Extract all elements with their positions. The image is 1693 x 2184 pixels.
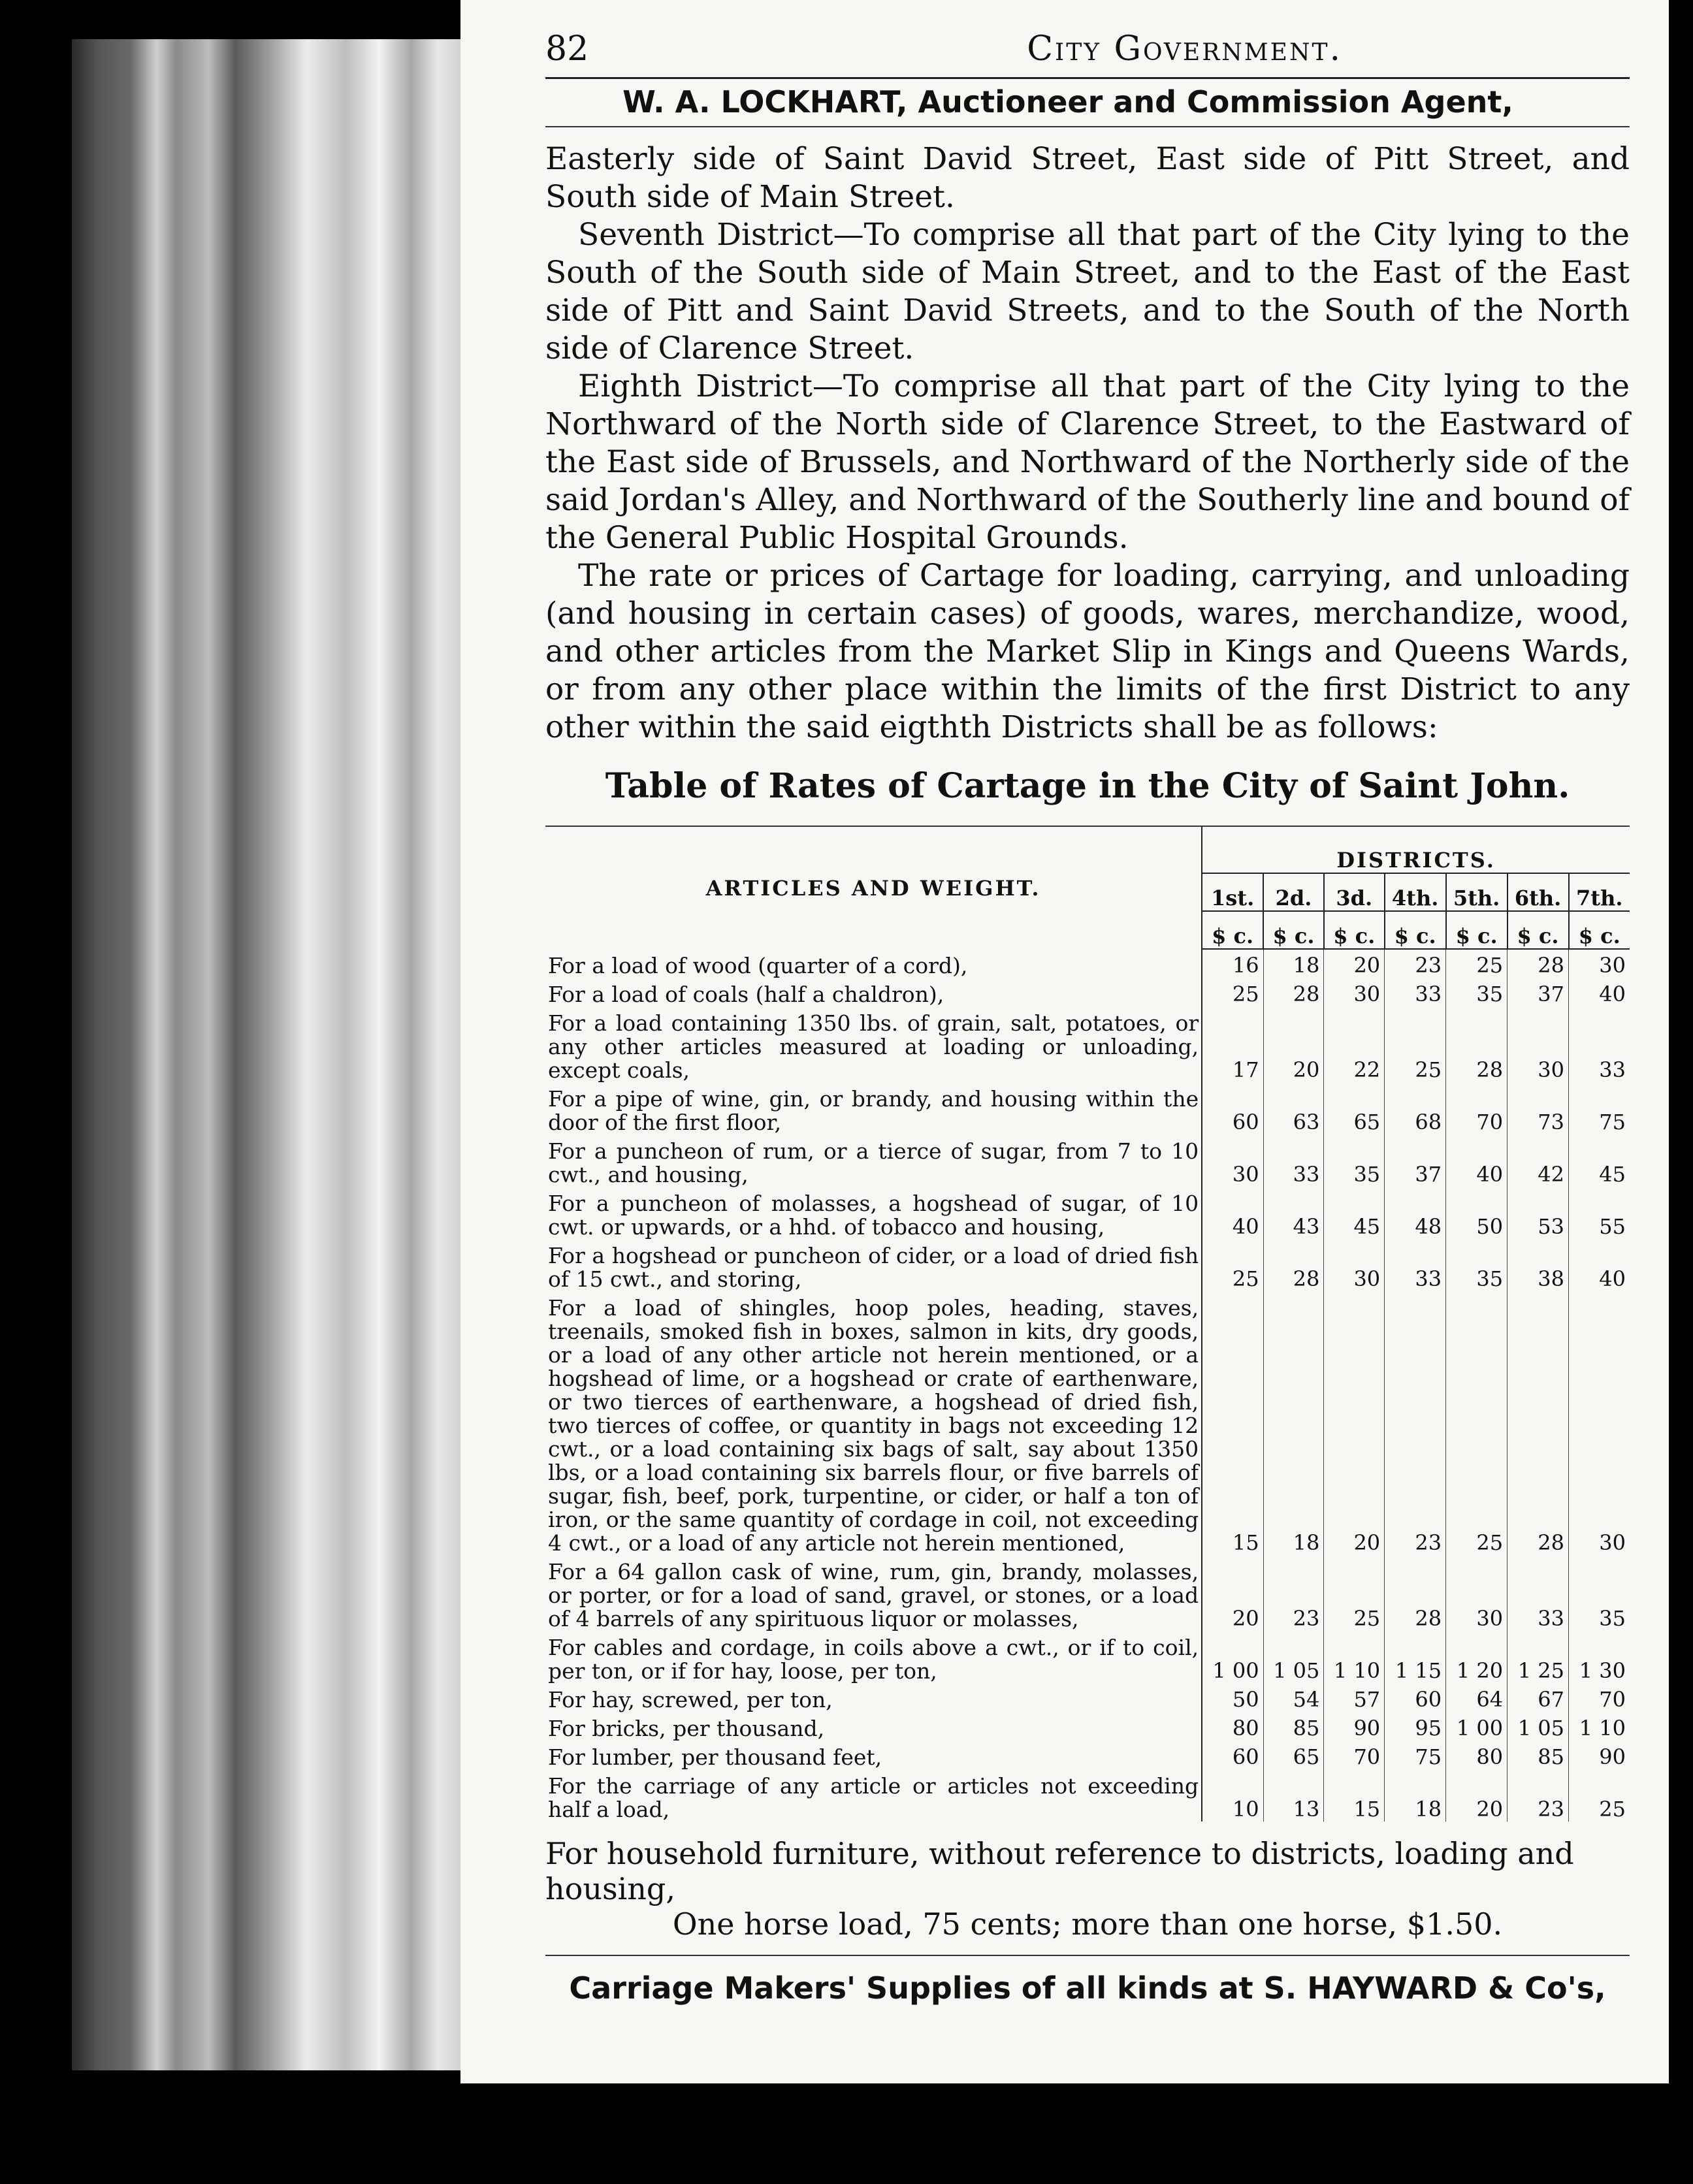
body-text (545, 140, 1630, 747)
rate-cell: 16 (1202, 949, 1263, 978)
district-header-cell: 5th. (1446, 873, 1508, 911)
article-description: For cables and cordage, in coils above a cwt., or if to coil, per ton, or if for hay, loose, per ton, (545, 1631, 1202, 1683)
paragraph: Eighth District—To comprise all that part of the City lying to the Northward of the North side of Clarence Street, to the Eastward of the East side of Brussels, and Northward of the Northerly side of the said Jordan's Alley, and Northward of the Southerly line and bound of the General Public Hospital Grounds. (545, 368, 1630, 556)
rate-cell: 64 (1446, 1683, 1508, 1712)
furniture-note (545, 1836, 1630, 1942)
rate-cell: 1 10 (1324, 1631, 1385, 1683)
rate-cell: 33 (1385, 978, 1446, 1006)
rate-cell: 54 (1263, 1683, 1324, 1712)
rate-cell: 33 (1569, 1006, 1630, 1082)
article-description: For a puncheon of rum, or a tierce of sugar, from 7 to 10 cwt., and housing, (545, 1134, 1202, 1187)
rate-cell: 45 (1569, 1134, 1630, 1187)
rate-cell: 28 (1263, 978, 1324, 1006)
table-row (545, 1291, 1630, 1555)
article-description: For hay, screwed, per ton, (545, 1683, 1202, 1712)
table-title: Table of Rates of Cartage in the City of Saint John. (605, 766, 1570, 806)
table-row (545, 1187, 1630, 1239)
rate-cell: 35 (1446, 1239, 1508, 1291)
article-description: For a puncheon of molasses, a hogshead of sugar, of 10 cwt. or upwards, or a hhd. of tobacco and housing, (545, 1187, 1202, 1239)
article-description: For a pipe of wine, gin, or brandy, and housing within the door of the first floor, (545, 1082, 1202, 1134)
table-row (545, 1006, 1630, 1082)
rate-cell: 60 (1202, 1741, 1263, 1769)
articles-header: ARTICLES AND WEIGHT. (545, 827, 1202, 949)
table-row (545, 1082, 1630, 1134)
rate-cell: 65 (1324, 1082, 1385, 1134)
rate-cell: 25 (1202, 978, 1263, 1006)
table-row (545, 1741, 1630, 1769)
rate-cell: 1 10 (1569, 1712, 1630, 1741)
rate-cell: 28 (1446, 1006, 1508, 1082)
rate-cell: 57 (1324, 1683, 1385, 1712)
rate-cell: 20 (1263, 1006, 1324, 1082)
rate-cell: 80 (1446, 1741, 1508, 1769)
rate-cell: 35 (1446, 978, 1508, 1006)
rate-cell: 63 (1263, 1082, 1324, 1134)
rate-cell: 28 (1385, 1555, 1446, 1631)
rate-cell: 60 (1202, 1082, 1263, 1134)
cartage-rates-table (545, 827, 1630, 1822)
rate-cell: 18 (1263, 949, 1324, 978)
rate-cell: 17 (1202, 1006, 1263, 1082)
rate-cell: 40 (1202, 1187, 1263, 1239)
rate-cell: 23 (1385, 949, 1446, 978)
rate-cell: 90 (1324, 1712, 1385, 1741)
page-header (545, 26, 1630, 72)
rate-cell: 33 (1263, 1134, 1324, 1187)
rate-cell: 1 00 (1202, 1631, 1263, 1683)
rate-cell: 37 (1508, 978, 1569, 1006)
district-header-cell: 2d. (1263, 873, 1324, 911)
rate-cell: 1 30 (1569, 1631, 1630, 1683)
rate-cell: 25 (1324, 1555, 1385, 1631)
rate-cell: 43 (1263, 1187, 1324, 1239)
page-number: 82 (545, 29, 589, 69)
rate-cell: 30 (1569, 1291, 1630, 1555)
district-header-cell: 3d. (1324, 873, 1385, 911)
rate-cell: 20 (1202, 1555, 1263, 1631)
rate-cell: 1 00 (1446, 1712, 1508, 1741)
rate-cell: 1 15 (1385, 1631, 1446, 1683)
rate-cell: 70 (1324, 1741, 1385, 1769)
rate-cell: 28 (1263, 1239, 1324, 1291)
rate-cell: 35 (1324, 1134, 1385, 1187)
rate-cell: 40 (1446, 1134, 1508, 1187)
rate-cell: 10 (1202, 1769, 1263, 1822)
rate-cell: 38 (1508, 1239, 1569, 1291)
table-row (545, 1239, 1630, 1291)
rate-cell: 30 (1569, 949, 1630, 978)
book-page-edges (72, 39, 464, 2070)
rate-cell: 25 (1446, 1291, 1508, 1555)
rate-cell: 73 (1508, 1082, 1569, 1134)
rate-cell: 68 (1385, 1082, 1446, 1134)
rate-cell: 40 (1569, 978, 1630, 1006)
district-header-cell: 7th. (1569, 873, 1630, 911)
rate-cell: 1 05 (1263, 1631, 1324, 1683)
rate-cell: 70 (1569, 1683, 1630, 1712)
rate-cell: 25 (1569, 1769, 1630, 1822)
rate-cell: 28 (1508, 949, 1569, 978)
rate-cell: 65 (1263, 1741, 1324, 1769)
rate-cell: 85 (1263, 1712, 1324, 1741)
rate-cell: 60 (1385, 1683, 1446, 1712)
rate-cell: 30 (1324, 978, 1385, 1006)
article-description: For a load containing 1350 lbs. of grain, salt, potatoes, or any other articles measured at loading or unloading, except coals, (545, 1006, 1202, 1082)
furniture-note-line1: For household furniture, without reference to districts, loading and housing, (545, 1836, 1574, 1906)
rate-cell: 30 (1324, 1239, 1385, 1291)
rate-cell: 42 (1508, 1134, 1569, 1187)
rate-cell: 1 05 (1508, 1712, 1569, 1741)
rate-cell: 37 (1385, 1134, 1446, 1187)
table-row (545, 1769, 1630, 1822)
rate-cell: 23 (1508, 1769, 1569, 1822)
rate-cell: 95 (1385, 1712, 1446, 1741)
rate-cell: 1 20 (1446, 1631, 1508, 1683)
rate-cell: 33 (1508, 1555, 1569, 1631)
header-rule (545, 77, 1630, 79)
rate-cell: 48 (1385, 1187, 1446, 1239)
advertisement-bottom: Carriage Makers' Supplies of all kinds at S. HAYWARD & Co's, (569, 1970, 1606, 2006)
rate-cell: 20 (1324, 1291, 1385, 1555)
rate-cell: 1 25 (1508, 1631, 1569, 1683)
currency-cell: $ c. (1569, 911, 1630, 949)
ad-rule (545, 126, 1630, 127)
running-title: City Government. (1027, 29, 1342, 69)
article-description: For a load of wood (quarter of a cord), (545, 949, 1202, 978)
table-row (545, 1555, 1630, 1631)
table-row (545, 949, 1630, 978)
currency-cell: $ c. (1508, 911, 1569, 949)
rate-cell: 30 (1446, 1555, 1508, 1631)
district-header-cell: 1st. (1202, 873, 1263, 911)
rate-cell: 53 (1508, 1187, 1569, 1239)
document-page (460, 0, 1669, 2083)
currency-cell: $ c. (1202, 911, 1263, 949)
furniture-note-line2: One horse load, 75 cents; more than one horse, $1.50. (672, 1906, 1503, 1942)
article-description: For the carriage of any article or articles not exceeding half a load, (545, 1769, 1202, 1822)
rate-cell: 25 (1446, 949, 1508, 978)
article-description: For lumber, per thousand feet, (545, 1741, 1202, 1769)
rate-cell: 80 (1202, 1712, 1263, 1741)
district-header-cell: 4th. (1385, 873, 1446, 911)
advertisement-top: W. A. LOCKHART, Auctioneer and Commission Agent, (622, 84, 1513, 120)
article-description: For a load of shingles, hoop poles, heading, staves, treenails, smoked fish in boxes, salmon in kits, dry goods, or a load of any other article not herein mentioned, or a hogshead of lime, or a hogshead or crate of earthenware, or two tierces of earthenware, a hogshead of dried fish, two tierces of coffee, or quantity in bags not exceeding 12 cwt., or a load containing six bags of salt, say about 1350 lbs, or a load containing six barrels flour, or five barrels of sugar, fish, beef, pork, turpentine, or cider, or half a ton of iron, or the same quantity of cordage in coil, not exceeding 4 cwt., or a load of any article not herein mentioned, (545, 1291, 1202, 1555)
rate-cell: 13 (1263, 1769, 1324, 1822)
rate-cell: 75 (1385, 1741, 1446, 1769)
rate-cell: 70 (1446, 1082, 1508, 1134)
rate-cell: 90 (1569, 1741, 1630, 1769)
currency-cell: $ c. (1263, 911, 1324, 949)
article-description: For a 64 gallon cask of wine, rum, gin, brandy, molasses, or porter, or for a load of sand, gravel, or stones, or a load of 4 barrels of any spirituous liquor or molasses, (545, 1555, 1202, 1631)
rate-cell: 25 (1202, 1239, 1263, 1291)
paragraph: Seventh District—To comprise all that part of the City lying to the South of the South side of Main Street, and to the East of the East side of Pitt and Saint David Streets, and to the South of the North side of Clarence Street. (545, 217, 1630, 366)
rate-cell: 25 (1385, 1006, 1446, 1082)
districts-header: DISTRICTS. (1336, 848, 1496, 873)
rate-cell: 40 (1569, 1239, 1630, 1291)
paragraph: Easterly side of Saint David Street, East side of Pitt Street, and South side of Main Street. (545, 141, 1630, 215)
rate-cell: 23 (1385, 1291, 1446, 1555)
rate-cell: 20 (1324, 949, 1385, 978)
rate-cell: 35 (1569, 1555, 1630, 1631)
rate-cell: 30 (1202, 1134, 1263, 1187)
rate-cell: 15 (1324, 1769, 1385, 1822)
article-description: For bricks, per thousand, (545, 1712, 1202, 1741)
rate-cell: 15 (1202, 1291, 1263, 1555)
district-header-cell: 6th. (1508, 873, 1569, 911)
table-row (545, 1134, 1630, 1187)
table-row (545, 1683, 1630, 1712)
rate-cell: 50 (1202, 1683, 1263, 1712)
currency-cell: $ c. (1385, 911, 1446, 949)
rate-cell: 85 (1508, 1741, 1569, 1769)
currency-cell: $ c. (1324, 911, 1385, 949)
rate-cell: 18 (1385, 1769, 1446, 1822)
table-row (545, 1712, 1630, 1741)
rate-cell: 30 (1508, 1006, 1569, 1082)
rate-cell: 18 (1263, 1291, 1324, 1555)
rate-cell: 75 (1569, 1082, 1630, 1134)
currency-cell: $ c. (1446, 911, 1508, 949)
rate-cell: 50 (1446, 1187, 1508, 1239)
table-body (545, 949, 1630, 1822)
article-description: For a hogshead or puncheon of cider, or a load of dried fish of 15 cwt., and storing, (545, 1239, 1202, 1291)
rate-cell: 45 (1324, 1187, 1385, 1239)
rate-cell: 20 (1446, 1769, 1508, 1822)
rate-cell: 22 (1324, 1006, 1385, 1082)
rate-cell: 55 (1569, 1187, 1630, 1239)
page-content (545, 26, 1630, 2006)
rate-cell: 28 (1508, 1291, 1569, 1555)
rate-cell: 23 (1263, 1555, 1324, 1631)
paragraph: The rate or prices of Cartage for loading, carrying, and unloading (and housing in certain cases) of goods, wares, merchandize, wood, and other articles from the Market Slip in Kings and Queens Wards, or from any other place within the limits of the first District to any other within the said eigthth Districts shall be as follows: (545, 558, 1630, 745)
table-row (545, 978, 1630, 1006)
article-description: For a load of coals (half a chaldron), (545, 978, 1202, 1006)
rate-cell: 33 (1385, 1239, 1446, 1291)
footer-rule (545, 1955, 1630, 1956)
table-row (545, 1631, 1630, 1683)
rate-cell: 67 (1508, 1683, 1569, 1712)
